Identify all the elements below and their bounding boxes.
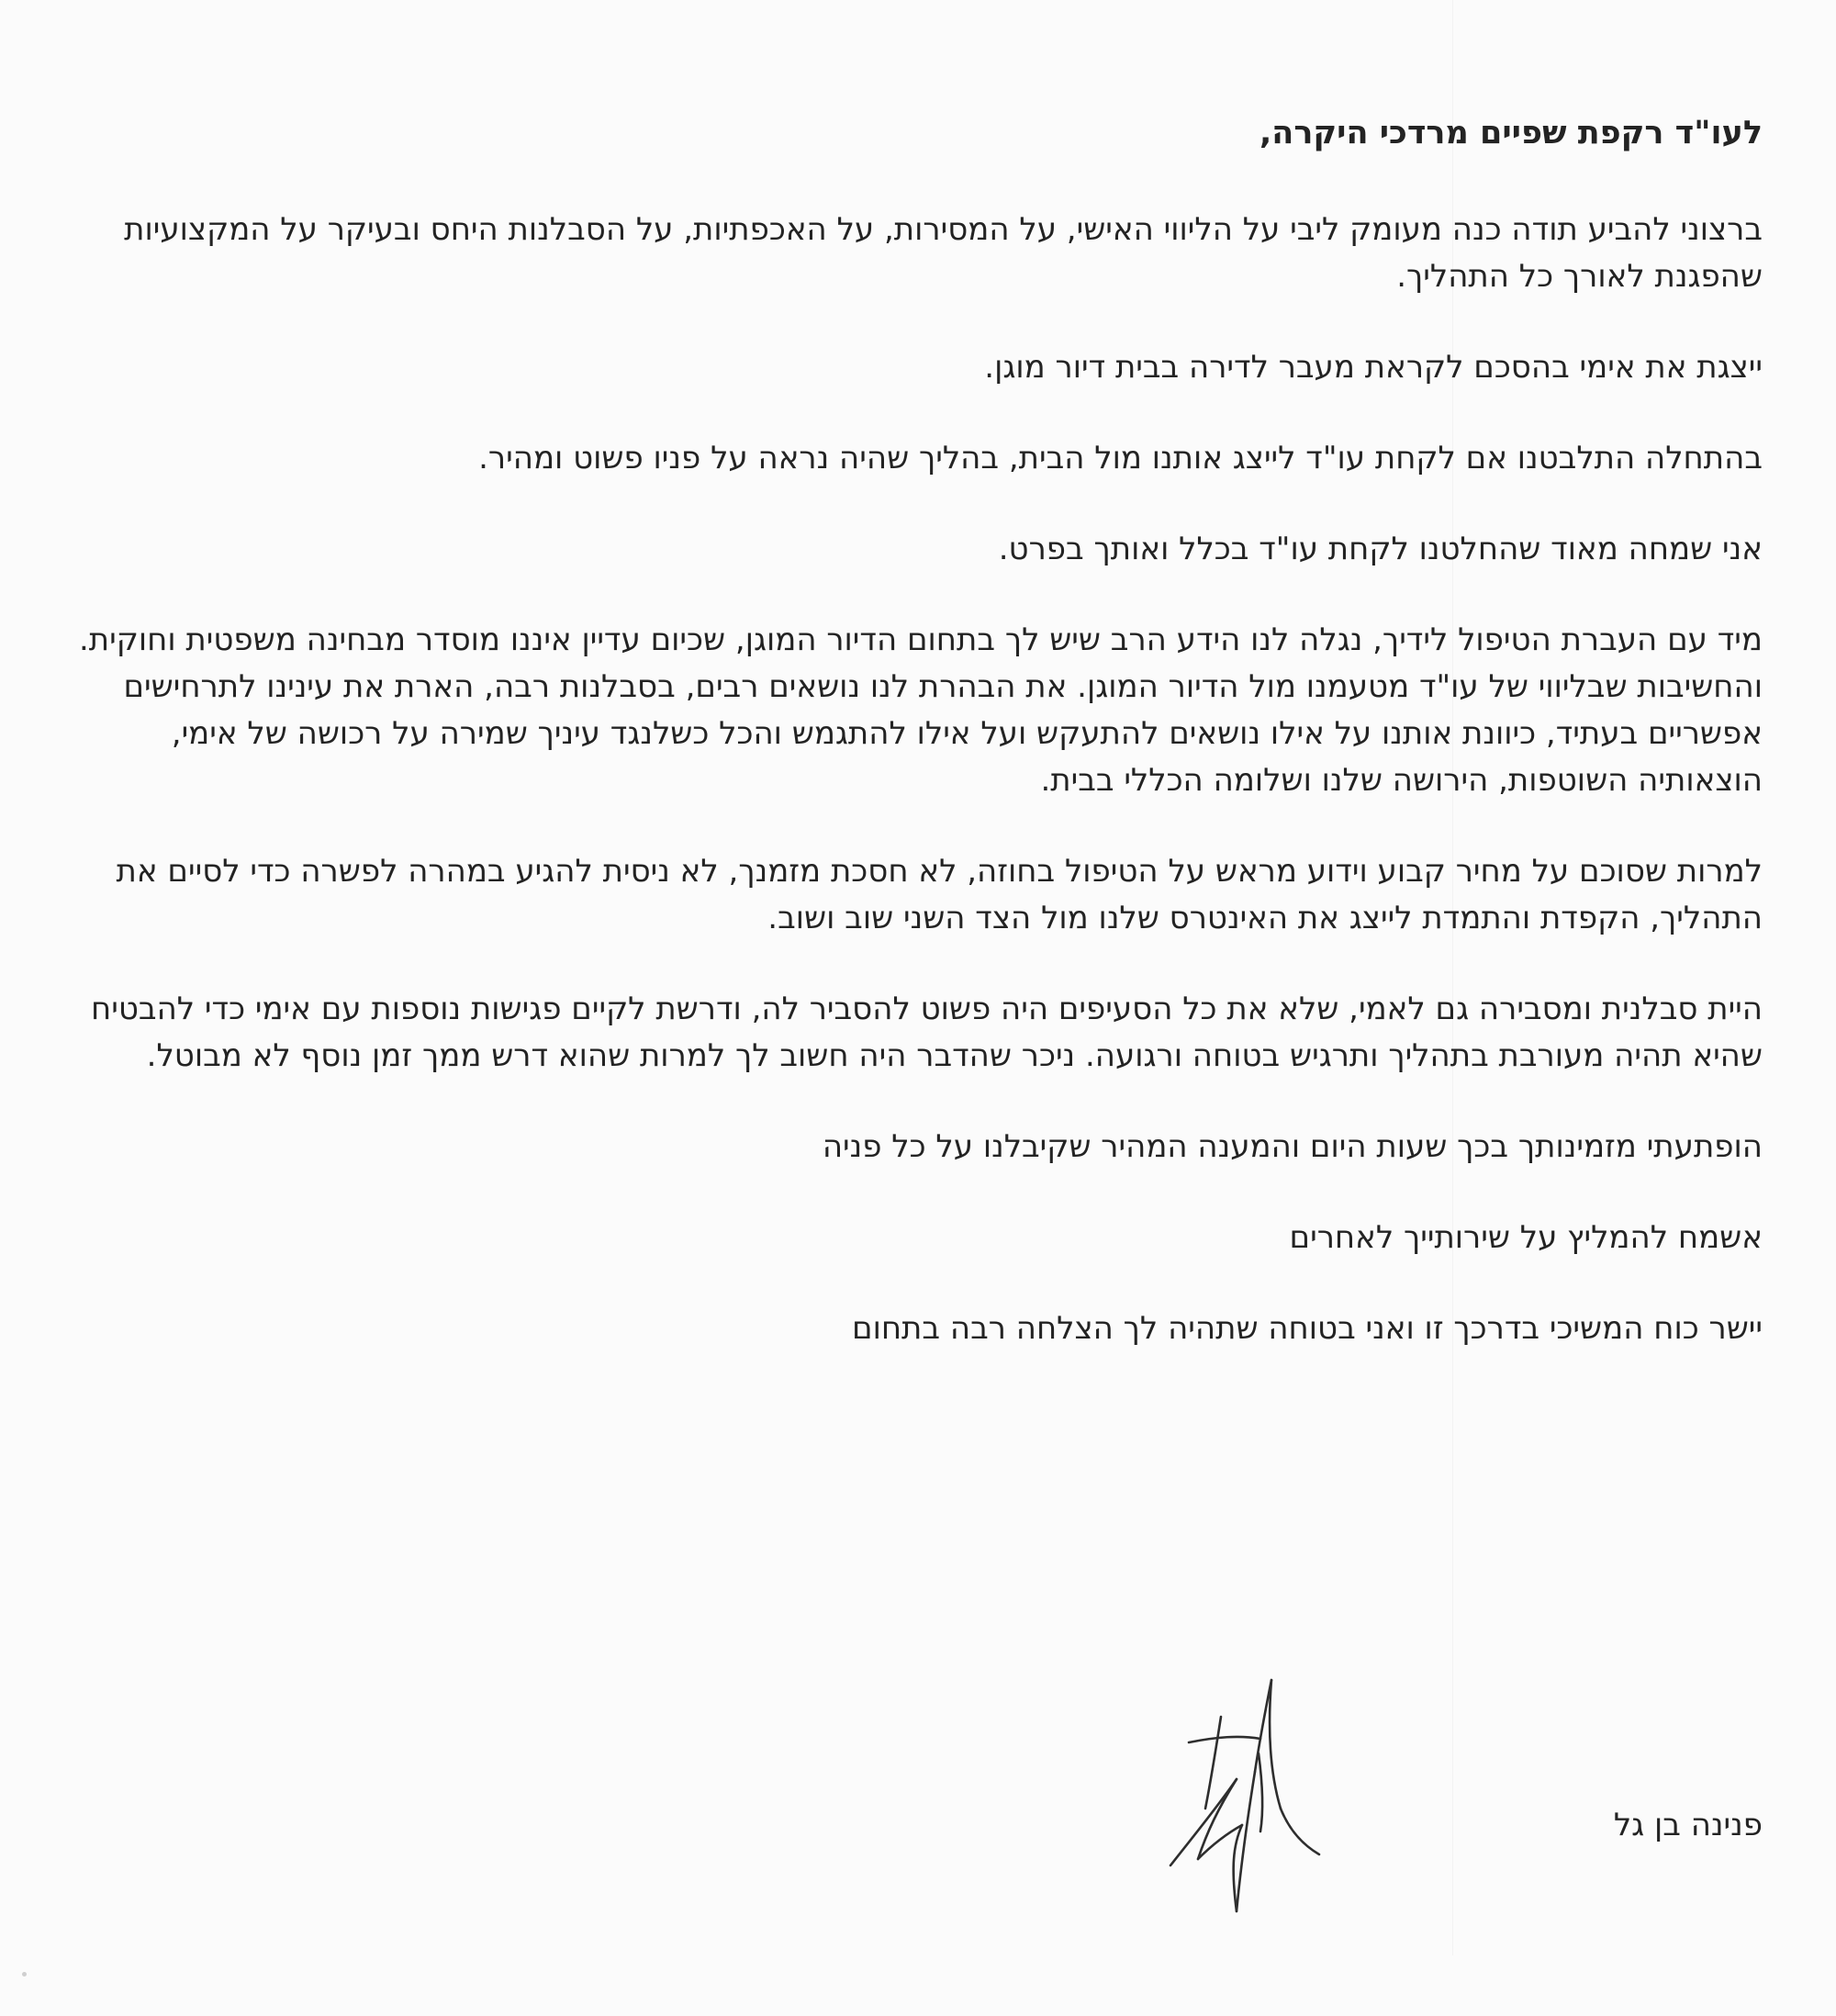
signer-name: פנינה בן גל xyxy=(1613,1807,1763,1843)
letter-paragraph: יישר כוח המשיכי בדרכך זו ואני בטוחה שתהיה לך הצלחה רבה בתחום xyxy=(852,1310,1763,1347)
letter-paragraph: ייצגת את אימי בהסכם לקראת מעבר לדירה בבית דיור מוגן. xyxy=(984,349,1763,386)
handwritten-signature xyxy=(1152,1671,1336,1919)
letter-paragraph: למרות שסוכם על מחיר קבוע וידוע מראש על הטיפול בחוזה, לא חסכת מזמנך, לא ניסית להגיע במהרה לפשרה כדי לסיים את התהליך, הקפדת והתמדת לייצג את האינטרס שלנו מול הצד השני שוב ושוב. xyxy=(116,853,1763,936)
letter-greeting: לעו"ד רקפת שפיים מרדכי היקרה, xyxy=(1259,115,1763,151)
letter-paragraph: מיד עם העברת הטיפול לידיך, נגלה לנו הידע הרב שיש לך בתחום הדיור המוגן, שכיום עדיין איננו מוסדר מבחינה משפטית וחוקית. והחשיבות שבליווי של עו"ד מטעמנו מול הדיור המוגן. את הבהרת לנו נושאים רבים, בסבלנות רבה, הארת את עינינו לתרחישים אפשריים בעתיד, כיוונת אותנו על אילו נושאים להתעקש ועל אילו להתגמש והכל כשלנגד עיניך שמירה על רכושה של אימי, הוצאותיה השוטפות, הירושה שלנו ושלומה הכללי בבית. xyxy=(79,622,1763,799)
letter-paragraph: היית סבלנית ומסבירה גם לאמי, שלא את כל הסעיפים היה פשוט להסביר לה, ודרשת לקיים פגישות נוספות עם אימי כדי להבטיח שהיא תהיה מעורבת בתהליך ותרגיש בטוחה ורגועה. ניכר שהדבר היה חשוב לך למרות שהוא דרש ממך זמן נוסף לא מבוטל. xyxy=(91,991,1763,1074)
letter-paragraph: אני שמחה מאוד שהחלטנו לקחת עו"ד בכלל ואותך בפרט. xyxy=(998,531,1763,567)
scan-artifact xyxy=(22,1972,27,1977)
letter-body xyxy=(55,110,1763,1396)
letter-paragraph: הופתעתי מזמינותך בכך שעות היום והמענה המהיר שקיבלנו על כל פניה xyxy=(822,1128,1763,1165)
letter-paragraph: ברצוני להביע תודה כנה מעומק ליבי על הליווי האישי, על המסירות, על האכפתיות, על הסבלנות היחס ובעיקר על המקצועיות שהפגנת לאורך כל התהליך. xyxy=(124,211,1763,295)
letter-paragraph: בהתחלה התלבטנו אם לקחת עו"ד לייצג אותנו מול הבית, בהליך שהיה נראה על פניו פשוט ומהיר. xyxy=(478,440,1763,476)
letter-paragraph: אשמח להמליץ על שירותייך לאחרים xyxy=(1289,1219,1763,1256)
